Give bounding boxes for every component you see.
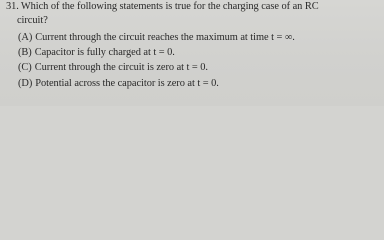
- option-a-label: (A): [18, 32, 33, 43]
- option-a: [18, 32, 295, 44]
- option-b-label: (B): [18, 47, 32, 58]
- option-d-text: Potential across the capacitor is zero at t = 0.: [35, 78, 219, 89]
- option-b: [18, 47, 175, 59]
- option-c-label: (C): [18, 62, 32, 73]
- question-stem-line-2: [17, 15, 48, 27]
- question-text-line-2: circuit?: [17, 15, 48, 26]
- option-d-label: (D): [18, 78, 33, 89]
- question-stem-line-1: [6, 1, 319, 13]
- option-c-text: Current through the circuit is zero at t = 0.: [34, 62, 208, 73]
- question-text-line-1: Which of the following statements is true for the charging case of an RC: [20, 1, 319, 12]
- question-number: 31.: [6, 1, 19, 12]
- option-d: [18, 78, 219, 90]
- option-a-text: Current through the circuit reaches the maximum at time t = ∞.: [35, 32, 295, 43]
- option-c: [18, 62, 208, 74]
- option-b-text: Capacitor is fully charged at t = 0.: [34, 47, 175, 58]
- question-card: [0, 0, 384, 106]
